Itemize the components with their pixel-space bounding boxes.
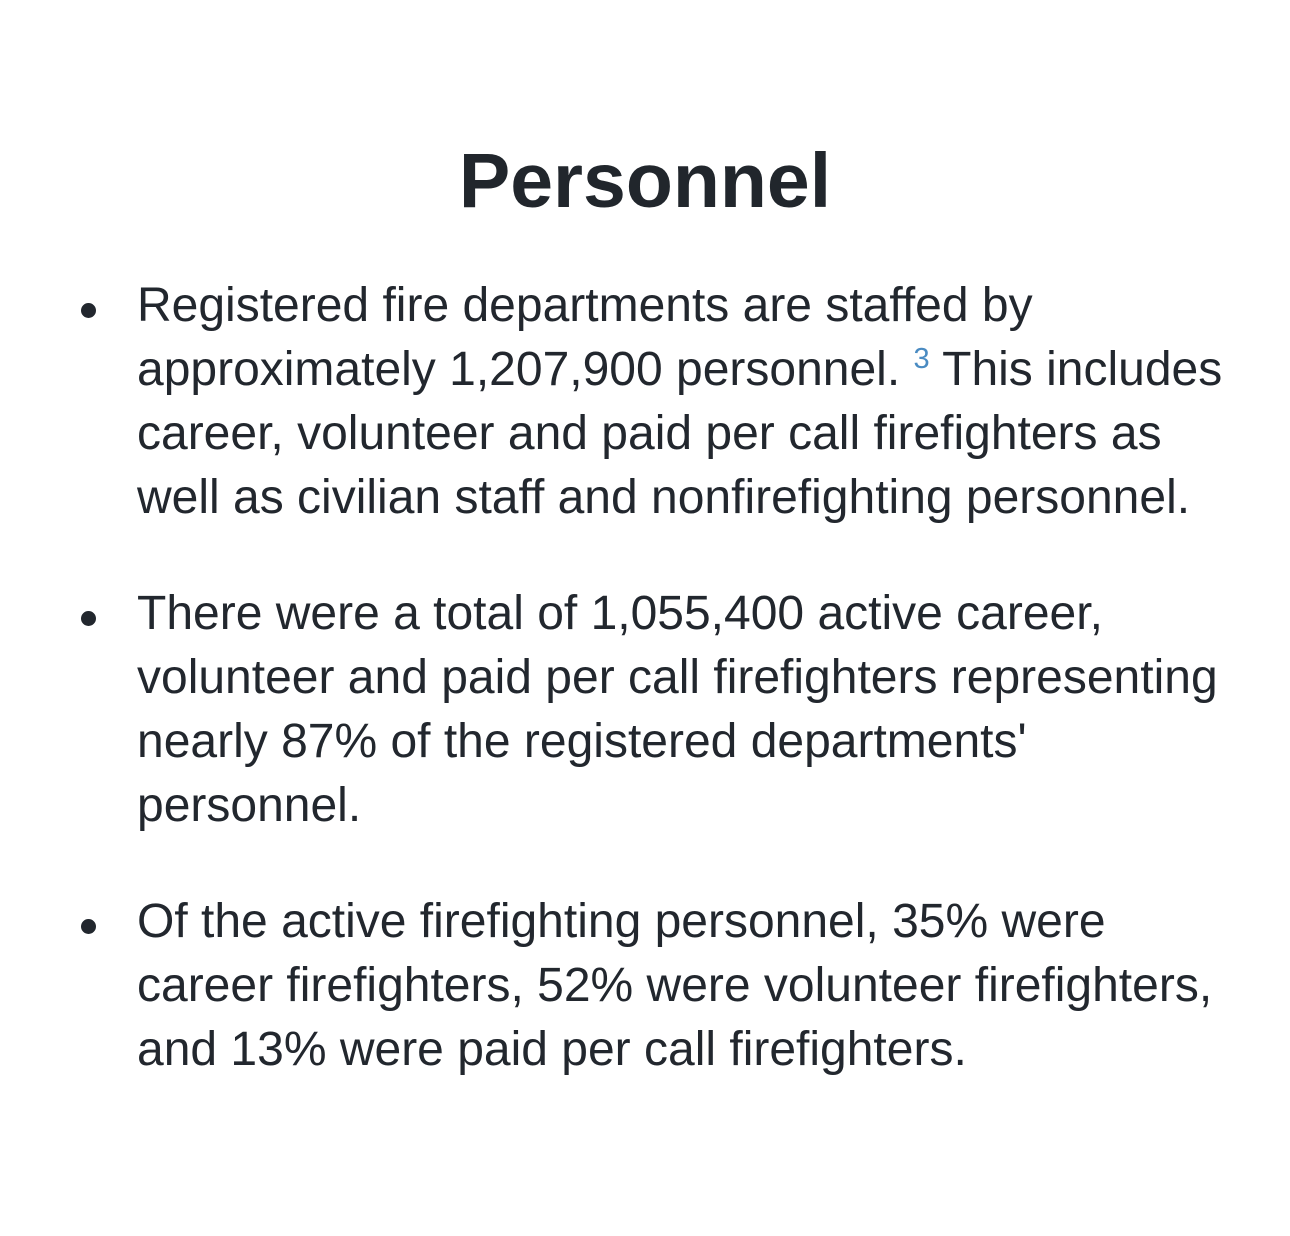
list-item [137, 274, 1237, 530]
bullet-icon [81, 611, 96, 626]
footnote-ref-link[interactable]: 3 [913, 342, 930, 375]
bullet-list [0, 274, 1290, 1082]
page-title: Personnel [458, 138, 832, 224]
list-item-text: This includes career, volunteer and paid per call firefighters as well as civilian staff and nonfirefighting personnel. [137, 342, 1223, 524]
footnote-superscript [914, 343, 930, 375]
bullet-icon [81, 303, 96, 318]
list-item [137, 890, 1237, 1082]
list-item-text: Registered fire departments are staffed by approximately 1,207,900 personnel. [137, 278, 1033, 396]
list-item-text: There were a total of 1,055,400 active career, volunteer and paid per call firefighters representing nearly 87% of the registered departments' personnel. [137, 586, 1218, 832]
list-item [137, 582, 1237, 838]
list-item-text: Of the active firefighting personnel, 35% were career firefighters, 52% were volunteer firefighters, and 13% were paid per call firefighters. [137, 894, 1213, 1076]
bullet-icon [81, 919, 96, 934]
